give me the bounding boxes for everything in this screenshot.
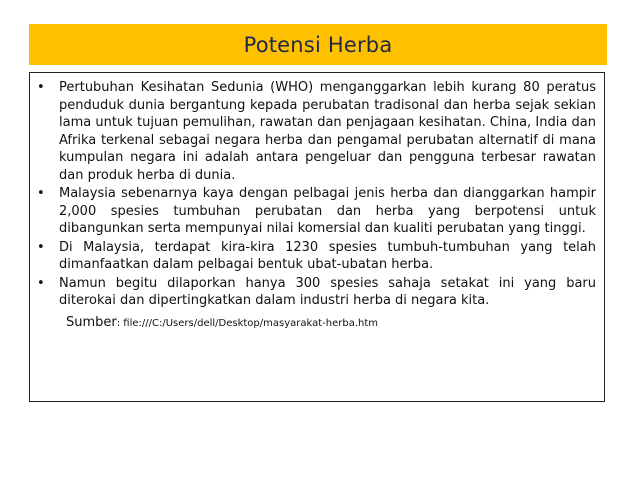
bullet-item <box>36 185 596 238</box>
bullet-dot: • <box>37 80 45 95</box>
bullet-dot: • <box>37 275 45 291</box>
source-label: Sumber <box>66 314 117 330</box>
title-banner <box>29 24 607 65</box>
bullet-item <box>36 275 596 310</box>
bullet-text: Di Malaysia, terdapat kira-kira 1230 spesies tumbuh-tumbuhan yang telah dimanfaatkan dalam pelbagai bentuk ubat-ubatan herba. <box>59 239 596 272</box>
bullet-list <box>36 79 596 310</box>
slide-title: Potensi Herba <box>243 32 393 57</box>
bullet-text: Namun begitu dilaporkan hanya 300 spesies sahaja setakat ini yang baru diterokai dan dipertingkatkan dalam industri herba di negara kita. <box>59 275 596 308</box>
bullet-item <box>36 239 596 274</box>
bullet-dot: • <box>37 186 45 201</box>
bullet-text: Pertubuhan Kesihatan Sedunia (WHO) menganggarkan lebih kurang 80 peratus penduduk dunia bergantung kepada perubatan tradisonal dan herba sejak sekian lama untuk tujuan pemulihan, rawatan dan penjagaan kesihatan. China, India dan Afrika terkenal sebagai negara herba dan pengamal perubatan alternatif di mana kumpulan negara ini adalah antara pengeluar dan pengguna terbesar rawatan dan produk herba di dunia. <box>59 80 596 183</box>
source-line <box>36 311 596 330</box>
bullet-item <box>36 79 596 184</box>
content-box <box>29 72 605 402</box>
bullet-text: Malaysia sebenarnya kaya dengan pelbagai jenis herba dan dianggarkan hampir 2,000 spesies tumbuhan perubatan dan herba yang berpotensi untuk dibangunkan serta mempunyai nilai komersial dan kualiti perubatan yang tinggi. <box>59 186 596 236</box>
bullet-dot: • <box>37 239 45 255</box>
source-path: : file:///C:/Users/dell/Desktop/masyarakat-herba.htm <box>116 317 379 329</box>
